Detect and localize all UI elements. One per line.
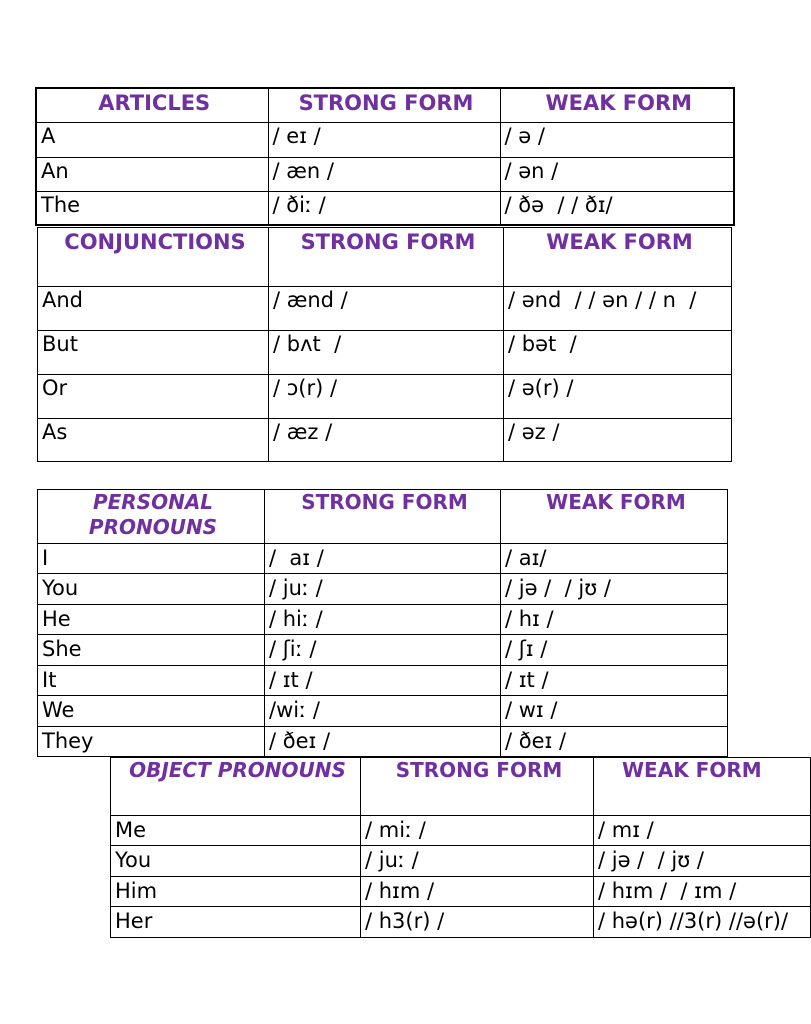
strong-form-cell: / aɪ / (265, 544, 501, 574)
strong-form-cell: / eɪ / (268, 122, 500, 157)
weak-form-cell: / ðeɪ / (501, 727, 728, 757)
header-weak-form: WEAK FORM (501, 490, 728, 544)
word-cell: They (38, 727, 265, 757)
word-cell: A (36, 122, 268, 157)
word-cell: We (38, 696, 265, 727)
word-cell: He (38, 605, 265, 635)
header-weak-form: WEAK FORM (504, 228, 732, 287)
strong-form-cell: / æn / (268, 157, 500, 191)
table-row (111, 816, 811, 846)
strong-form-cell: / æz / (269, 419, 504, 462)
table-row (111, 846, 811, 877)
strong-form-cell: / ʃiː / (265, 635, 501, 666)
word-cell: Her (111, 907, 361, 938)
strong-form-cell: / ɔ(r) / (269, 375, 504, 419)
table-row (111, 907, 811, 938)
word-cell: As (38, 419, 269, 462)
strong-form-cell: / miː / (361, 816, 594, 846)
weak-form-cell: / ʃɪ / (501, 635, 728, 666)
table-row (38, 727, 728, 757)
table-header-row (38, 228, 732, 287)
header-strong-form: STRONG FORM (268, 88, 500, 122)
header-strong-form: STRONG FORM (265, 490, 501, 544)
header-strong-form: STRONG FORM (269, 228, 504, 287)
weak-form-cell: / ənd / / ən / / n / (504, 287, 732, 331)
conjunctions-table (37, 227, 732, 462)
table-row (36, 157, 734, 191)
table-header-row (36, 88, 734, 122)
weak-form-cell: / əz / (504, 419, 732, 462)
strong-form-cell: / ænd / (269, 287, 504, 331)
header-strong-form: STRONG FORM (361, 758, 594, 816)
table-row (38, 331, 732, 375)
word-cell: You (111, 846, 361, 877)
strong-form-cell: / ɪt / (265, 666, 501, 696)
word-cell: But (38, 331, 269, 375)
weak-form-cell: / hə(r) //3(r) //ə(r)/ (594, 907, 811, 938)
weak-form-cell: / bət / (504, 331, 732, 375)
weak-form-cell: / ðə / / ðɪ/ (500, 191, 734, 225)
table-row (38, 419, 732, 462)
weak-form-cell: / aɪ/ (501, 544, 728, 574)
table-header-row (111, 758, 811, 816)
weak-form-cell: / hɪm / / ɪm / (594, 877, 811, 907)
weak-form-cell: / ə / (500, 122, 734, 157)
table-row (38, 605, 728, 635)
object-pronouns-table (110, 757, 811, 938)
weak-form-cell: / wɪ / (501, 696, 728, 727)
table-row (36, 122, 734, 157)
weak-form-cell: / jə / / jʊ / (501, 574, 728, 605)
table-row (111, 877, 811, 907)
word-cell: Me (111, 816, 361, 846)
header-articles: ARTICLES (36, 88, 268, 122)
word-cell: I (38, 544, 265, 574)
header-personal-pronouns: PERSONAL PRONOUNS (38, 490, 265, 544)
word-cell: Or (38, 375, 269, 419)
strong-form-cell: /wiː / (265, 696, 501, 727)
table-row (38, 375, 732, 419)
strong-form-cell: / juː / (265, 574, 501, 605)
table-header-row (38, 490, 728, 544)
weak-form-cell: / ə(r) / (504, 375, 732, 419)
word-cell: It (38, 666, 265, 696)
header-object-pronouns: OBJECT PRONOUNS (111, 758, 361, 816)
weak-form-cell: / ən / (500, 157, 734, 191)
table-row (38, 696, 728, 727)
weak-form-cell: / jə / / jʊ / (594, 846, 811, 877)
strong-form-cell: / h3(r) / (361, 907, 594, 938)
table-row (38, 635, 728, 666)
header-conjunctions: CONJUNCTIONS (38, 228, 269, 287)
table-row (36, 191, 734, 225)
header-weak-form: WEAK FORM (594, 758, 811, 816)
articles-table (35, 87, 735, 226)
strong-form-cell: / ðiː / (268, 191, 500, 225)
word-cell: You (38, 574, 265, 605)
table-row (38, 287, 732, 331)
word-cell: She (38, 635, 265, 666)
word-cell: An (36, 157, 268, 191)
table-row (38, 666, 728, 696)
weak-form-cell: / hɪ / (501, 605, 728, 635)
table-row (38, 574, 728, 605)
strong-form-cell: / juː / (361, 846, 594, 877)
strong-form-cell: / bʌt / (269, 331, 504, 375)
weak-form-cell: / mɪ / (594, 816, 811, 846)
strong-form-cell: / hiː / (265, 605, 501, 635)
weak-form-cell: / ɪt / (501, 666, 728, 696)
header-weak-form: WEAK FORM (500, 88, 734, 122)
word-cell: And (38, 287, 269, 331)
personal-pronouns-table (37, 489, 728, 757)
word-cell: The (36, 191, 268, 225)
strong-form-cell: / hɪm / (361, 877, 594, 907)
strong-form-cell: / ðeɪ / (265, 727, 501, 757)
word-cell: Him (111, 877, 361, 907)
table-row (38, 544, 728, 574)
